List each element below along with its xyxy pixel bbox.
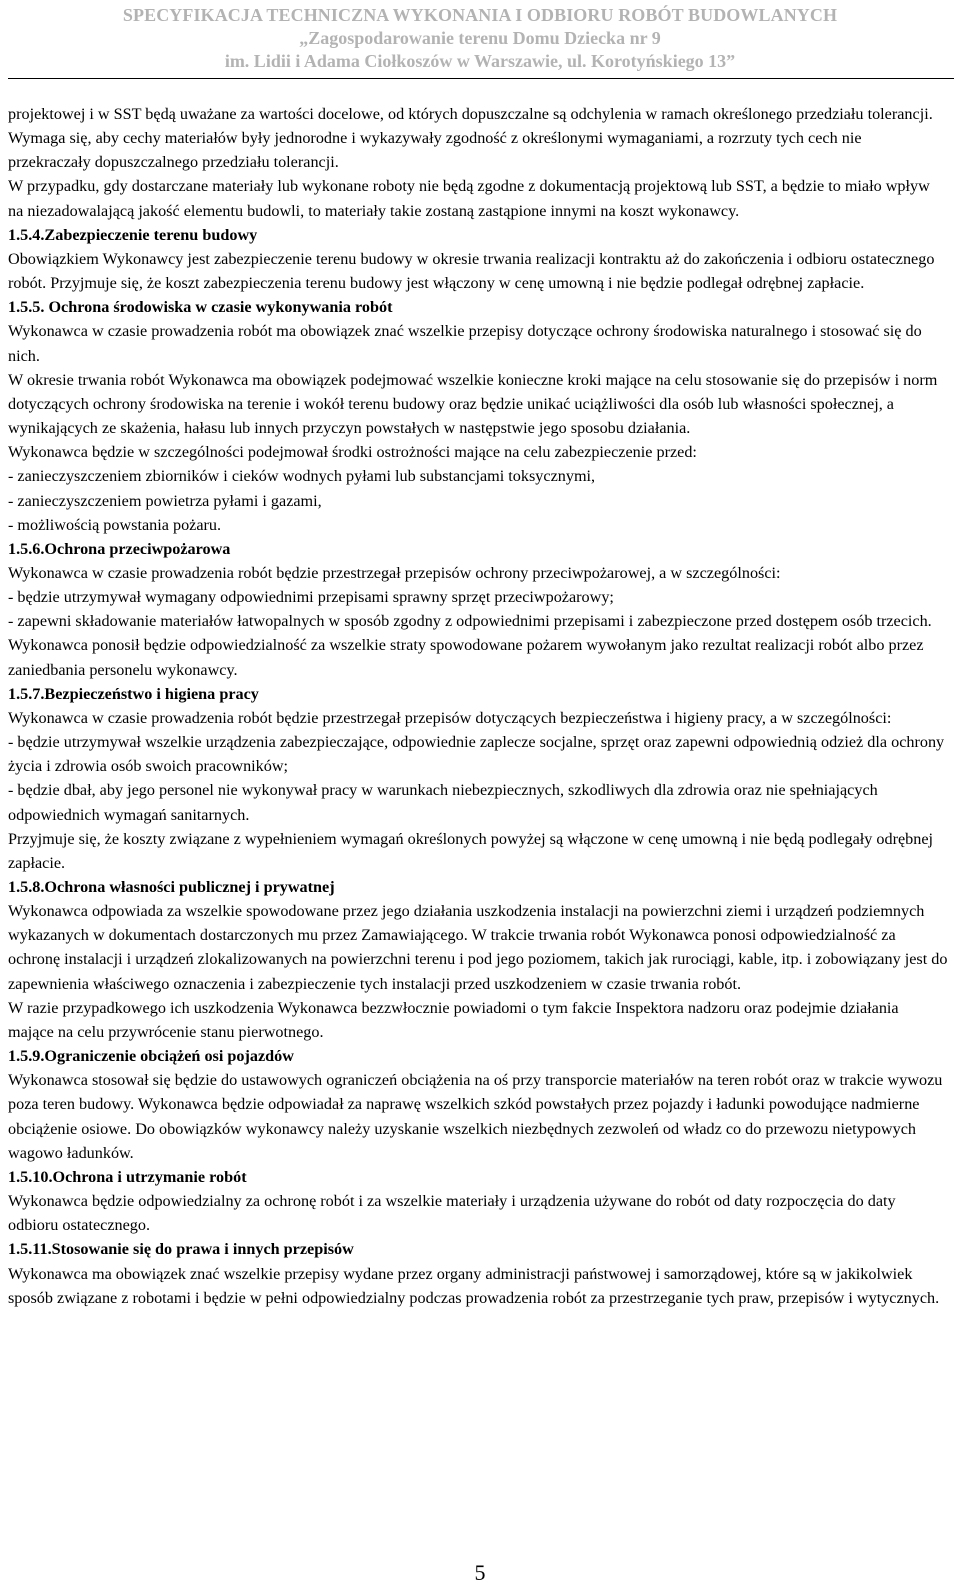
section-heading: 1.5.11.Stosowanie się do prawa i innych przepisów [8, 1240, 354, 1259]
body-paragraph: Przyjmuje się, że koszty związane z wypełnieniem wymagań określonych powyżej są włączone w cenę umowną i nie będą podlegały odrębnej zapłacie. [8, 829, 934, 872]
section-heading: 1.5.8.Ochrona własności publicznej i prywatnej [8, 878, 335, 896]
body-paragraph: projektowej i w SST będą uważane za wartości docelowe, od których dopuszczalne są odchylenia w ramach określonego przedziału tolerancji. Wymaga się, aby cechy materiałów były jednorodne i wykazywały zgodność z określonymi wymaganiami, a rozrzuty tych cech nie przekraczały dopuszczalnego przedziału tolerancji. [8, 105, 933, 172]
section-heading: 1.5.5. Ochrona środowiska w czasie wykonywania robót [8, 298, 393, 317]
section-heading: 1.5.6.Ochrona przeciwpożarowa [8, 539, 231, 558]
section-heading: 1.5.4.Zabezpieczenie terenu budowy [8, 225, 258, 244]
page-header [0, 4, 960, 73]
body-paragraph: Wykonawca będzie odpowiedzialny za ochronę robót i za wszelkie materiały i urządzenia używane do robót od daty rozpoczęcia do daty odbioru ostatecznego. [8, 1192, 896, 1235]
body-paragraph: W okresie trwania robót Wykonawca ma obowiązek podejmować wszelkie konieczne kroki mające na celu stosowanie się do przepisów i norm dotyczących ochrony środowiska na terenie i wokół terenu budowy oraz będzie unikać uciążliwości dla osób lub własności społecznej, a wynikających ze skażenia, hałasu lub innych przyczyn powstałych w następstwie jego sposobu działania. [8, 370, 938, 438]
body-paragraph: - będzie utrzymywał wszelkie urządzenia zabezpieczające, odpowiednie zaplecze socjalne, sprzęt oraz zapewni odpowiednią odzież dla ochrony życia i zdrowia osób swoich pracowników; [8, 733, 945, 776]
body-paragraph: W przypadku, gdy dostarczane materiały lub wykonane roboty nie będą zgodne z dokumentacją projektową lub SST, a będzie to miało wpływ na niezadowalającą jakość elementu budowli, to materiały takie zostaną zastąpione innymi na koszt wykonawcy. [8, 177, 930, 220]
body-paragraph: Wykonawca ma obowiązek znać wszelkie przepisy wydane przez organy administracji państwowej i samorządowej, które są w jakikolwiek sposób związane z robotami i będzie w pełni odpowiedzialny podczas prowadzenia robót za przestrzeganie tych praw, przepisów i wytycznych. [8, 1264, 940, 1307]
body-paragraph: Wykonawca w czasie prowadzenia robót będzie przestrzegał przepisów dotyczących bezpieczeństwa i higieny pracy, a w szczególności: [8, 708, 892, 727]
body-paragraph: - będzie utrzymywał wymagany odpowiednimi przepisami sprawny sprzęt przeciwpożarowy; [8, 588, 614, 607]
section-heading: 1.5.9.Ograniczenie obciążeń osi pojazdów [8, 1047, 294, 1066]
body-paragraph: Wykonawca ponosił będzie odpowiedzialność za wszelkie straty spowodowane pożarem wywołanym jako rezultat realizacji robót albo przez zaniedbania personelu wykonawcy. [8, 636, 924, 679]
body-paragraph: - możliwością powstania pożaru. [8, 515, 222, 534]
body-paragraph: - zanieczyszczeniem powietrza pyłami i gazami, [8, 491, 322, 510]
header-address: im. Lidii i Adama Ciołkoszów w Warszawie, ul. Korotyńskiego 13” [224, 51, 736, 71]
body-paragraph: - zapewni składowanie materiałów łatwopalnych w sposób zgodny z odpowiednimi przepisami i zabezpieczone przed dostępem osób trzecich. [8, 612, 932, 631]
section-heading: 1.5.7.Bezpieczeństwo i higiena pracy [8, 684, 259, 703]
body-paragraph: Obowiązkiem Wykonawcy jest zabezpieczenie terenu budowy w okresie trwania realizacji kontraktu aż do zakończenia i odbioru ostatecznego robót. Przyjmuje się, że koszt zabezpieczenia terenu budowy jest włączony w cenę umowną i nie będzie podlegał odrębnej zapłacie. [8, 249, 935, 293]
body-paragraph: Wykonawca w czasie prowadzenia robót będzie przestrzegał przepisów ochrony przeciwpożarowej, a w szczególności: [8, 563, 781, 582]
body-paragraph: W razie przypadkowego ich uszkodzenia Wykonawca bezzwłocznie powiadomi o tym fakcie Inspektora nadzoru oraz podejmie działania mające na celu przywrócenie stanu pierwotnego. [8, 998, 899, 1041]
body-paragraph: Wykonawca odpowiada za wszelkie spowodowane przez jego działania uszkodzenia instalacji na powierzchni ziemi i urządzeń podziemnych wykazanych w dokumentach dostarczonych mu przez Zamawiającego. W trakcie trwania robót Wykonawca ponosi odpowiedzialność za ochronę instalacji i urządzeń zlokalizowanych na powierzchni terenu i pod jego poziomem, takich jak rurociągi, kable, itp. i zobowiązany jest do zapewnienia właściwego oznaczenia i zabezpieczenie tych instalacji przed uszkodzeniem w czasie trwania robót. [8, 902, 948, 993]
body-paragraph: - zanieczyszczeniem zbiorników i cieków wodnych pyłami lub substancjami toksycznymi, [8, 467, 596, 486]
body-paragraph: Wykonawca stosował się będzie do ustawowych ograniczeń obciążenia na oś przy transporcie materiałów na teren robót oraz w trakcie wywozu poza teren budowy. Wykonawca będzie odpowiadał za naprawę wszelkich szkód powstałych przez pojazdy i ładunki powodujące nadmierne obciążenie osiowe. Do obowiązków wykonawcy należy uzyskanie wszelkich niezbędnych zezwoleń od władz co do przewozu nietypowych wagowo ładunków. [8, 1071, 943, 1162]
header-divider [8, 78, 954, 79]
header-title: SPECYFIKACJA TECHNICZNA WYKONANIA I ODBIORU ROBÓT BUDOWLANYCH [122, 5, 838, 25]
section-heading: 1.5.10.Ochrona i utrzymanie robót [8, 1167, 247, 1186]
body-paragraph: - będzie dbał, aby jego personel nie wykonywał pracy w warunkach niebezpiecznych, szkodliwych dla zdrowia oraz nie spełniających odpowiednich wymagań sanitarnych. [8, 781, 878, 824]
page-number: 5 [474, 1560, 486, 1585]
body-paragraph: Wykonawca w czasie prowadzenia robót ma obowiązek znać wszelkie przepisy dotyczące ochrony środowiska naturalnego i stosować się do nich. [8, 322, 922, 365]
header-subtitle: „Zagospodarowanie terenu Domu Dziecka nr 9 [299, 28, 661, 48]
document-body [8, 102, 948, 1310]
body-paragraph: Wykonawca będzie w szczególności podejmował środki ostrożności mające na celu zabezpieczenie przed: [8, 443, 697, 462]
